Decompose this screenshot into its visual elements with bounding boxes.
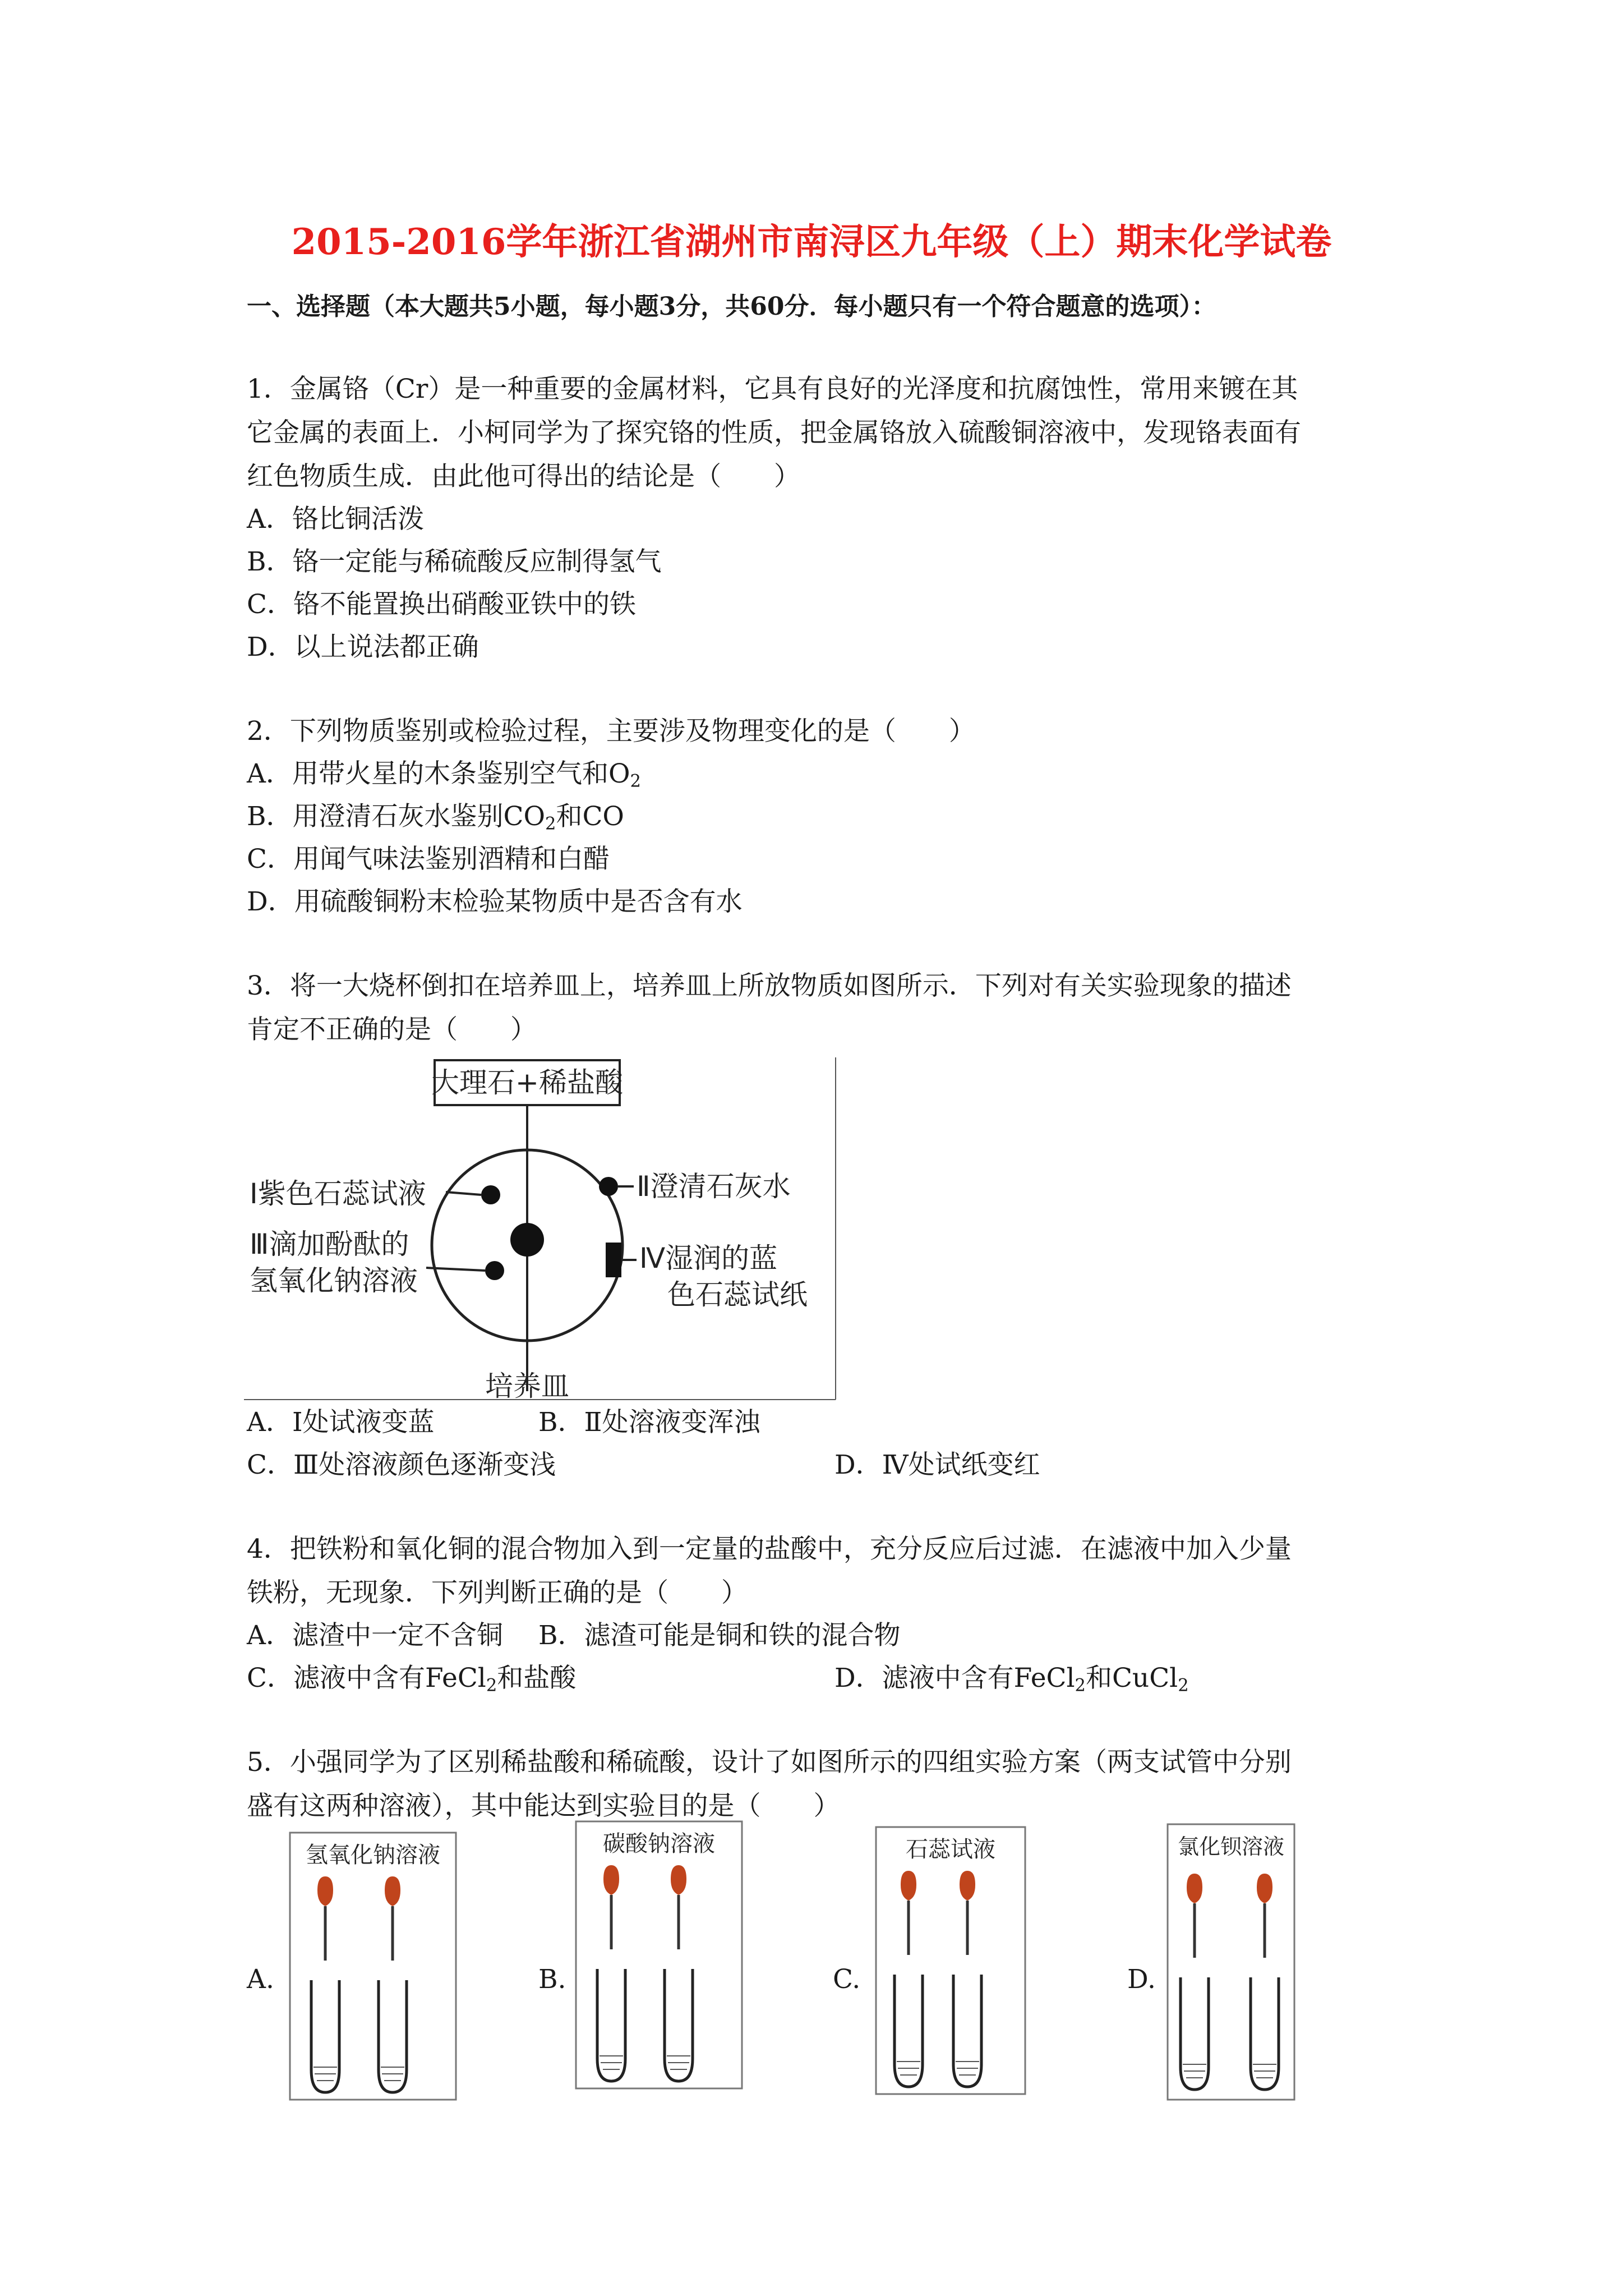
test-tube-left [1181, 1977, 1209, 2090]
marble-dot [510, 1223, 544, 1257]
q5-option-b-letter: B. [538, 1964, 566, 1995]
q4-option-a: A．滤渣中一定不含铜 [247, 1620, 503, 1651]
q2-option-c: C．用闻气味法鉴别酒精和白醋 [247, 844, 610, 875]
q1-option-b: B．铬一定能与稀硫酸反应制得氢气 [247, 546, 662, 577]
q5-option-d-letter: D. [1127, 1964, 1156, 1995]
label-3b: 氢氧化钠溶液 [250, 1264, 418, 1297]
q4-line-1: 4．把铁粉和氧化铜的混合物加入到一定量的盐酸中，充分反应后过滤．在滤液中加入少量 [247, 1534, 1292, 1565]
test-paper [606, 1243, 621, 1277]
test-tube-right [665, 1969, 693, 2081]
q5-figure-c [875, 1826, 1026, 2095]
dropper-bulb-right [1257, 1874, 1272, 1903]
test-tube-left [311, 1980, 339, 2092]
figure-frame [576, 1821, 742, 2088]
q1-option-c: C．铬不能置换出硝酸亚铁中的铁 [247, 589, 636, 620]
test-tube-left [597, 1969, 625, 2081]
q3-option-b: B．Ⅱ处溶液变浑浊 [538, 1407, 760, 1438]
q4-line-2: 铁粉，无现象．下列判断正确的是（ ） [247, 1577, 748, 1608]
liquid-left [1183, 2064, 1206, 2078]
dropper-bulb-right [385, 1876, 400, 1906]
q3-line-2: 肯定不正确的是（ ） [247, 1014, 537, 1045]
q2-option-d: D．用硫酸铜粉末检验某物质中是否含有水 [247, 886, 743, 917]
liquid-left [897, 2062, 920, 2075]
q4-option-c: C．滤液中含有FeCl$_2$和盐酸 [247, 1663, 577, 1696]
q5-figure-d [1166, 1823, 1295, 2101]
liquid-left [313, 2067, 337, 2081]
q5-figure-a [289, 1832, 457, 2101]
test-tube-left [895, 1975, 923, 2087]
reagent-label: 氯化钡溶液 [1177, 1834, 1285, 1859]
exam-title: 2015-2016学年浙江省湖州市南浔区九年级（上）期末化学试卷 [291, 221, 1332, 263]
label-3a: Ⅲ滴加酚酞的 [250, 1228, 409, 1260]
q3-option-c: C．Ⅲ处溶液颜色逐渐变浅 [247, 1450, 556, 1480]
figure-frame [290, 1833, 456, 2100]
dropper-bulb-right [671, 1865, 686, 1895]
q1-line-3: 红色物质生成．由此他可得出的结论是（ ） [247, 461, 800, 492]
liquid-right [956, 2062, 979, 2075]
q2-option-a: A．用带火星的木条鉴别空气和$O_2$ [247, 758, 641, 792]
label-2: Ⅱ澄清石灰水 [637, 1170, 791, 1203]
reagent-box-label: 大理石+稀盐酸 [431, 1066, 623, 1099]
dish-label: 培养皿 [485, 1370, 569, 1402]
dot-2 [599, 1177, 618, 1196]
figure-frame [876, 1827, 1025, 2094]
label-4a: Ⅳ湿润的蓝 [639, 1242, 778, 1274]
label-1: Ⅰ紫色石蕊试液 [250, 1177, 426, 1210]
liquid-right [1253, 2064, 1276, 2078]
test-tube-right [379, 1980, 407, 2092]
q5-option-a-letter: A. [247, 1964, 274, 1995]
leader-1 [446, 1192, 481, 1195]
liquid-left [600, 2056, 623, 2069]
dropper-bulb-left [901, 1871, 916, 1901]
q4-option-b: B．滤渣可能是铜和铁的混合物 [538, 1620, 901, 1651]
test-tube-right [953, 1975, 981, 2087]
dot-1 [481, 1185, 500, 1204]
reagent-label: 碳酸钠溶液 [603, 1831, 715, 1857]
reagent-label: 石蕊试液 [906, 1837, 995, 1862]
dot-3 [485, 1261, 504, 1280]
section-heading: 一、选择题（本大题共5小题，每小题3分，共60分．每小题只有一个符合题意的选项）： [247, 292, 1216, 321]
q1-line-1: 1．金属铬（Cr）是一种重要的金属材料，它具有良好的光泽度和抗腐蚀性，常用来镀在其 [247, 374, 1298, 404]
test-tube-right [1251, 1977, 1279, 2090]
q2-stem: 2．下列物质鉴别或检验过程，主要涉及物理变化的是（ ） [247, 716, 975, 747]
q4-option-d: D．滤液中含有FeCl$_2$和CuCl$_2$ [834, 1663, 1189, 1696]
figure-frame [1168, 1824, 1294, 2100]
label-4b: 色石蕊试纸 [667, 1278, 808, 1311]
q1-option-a: A．铬比铜活泼 [247, 504, 424, 535]
q5-line-2: 盛有这两种溶液），其中能达到实验目的是（ ） [247, 1791, 840, 1821]
liquid-right [381, 2067, 404, 2081]
reagent-label: 氢氧化钠溶液 [306, 1842, 440, 1868]
q3-option-a: A．Ⅰ处试液变蓝 [247, 1407, 435, 1438]
q1-line-2: 它金属的表面上．小柯同学为了探究铬的性质，把金属铬放入硫酸铜溶液中，发现铬表面有 [247, 417, 1301, 448]
q5-line-1: 5．小强同学为了区别稀盐酸和稀硫酸，设计了如图所示的四组实验方案（两支试管中分别 [247, 1747, 1292, 1778]
q3-line-1: 3．将一大烧杯倒扣在培养皿上，培养皿上所放物质如图所示．下列对有关实验现象的描述 [247, 970, 1292, 1001]
q2-option-b: B．用澄清石灰水鉴别$CO_2$和CO [247, 801, 624, 834]
petri-dish-figure [241, 1055, 841, 1402]
dropper-bulb-right [960, 1871, 975, 1901]
q5-option-c-letter: C. [833, 1964, 861, 1995]
q1-option-d: D．以上说法都正确 [247, 632, 479, 662]
dropper-bulb-left [317, 1876, 333, 1906]
q5-figure-b [575, 1820, 743, 2090]
dropper-bulb-left [603, 1865, 619, 1895]
q3-option-d: D．Ⅳ处试纸变红 [834, 1450, 1040, 1480]
liquid-right [667, 2056, 690, 2069]
dropper-bulb-left [1187, 1874, 1202, 1903]
